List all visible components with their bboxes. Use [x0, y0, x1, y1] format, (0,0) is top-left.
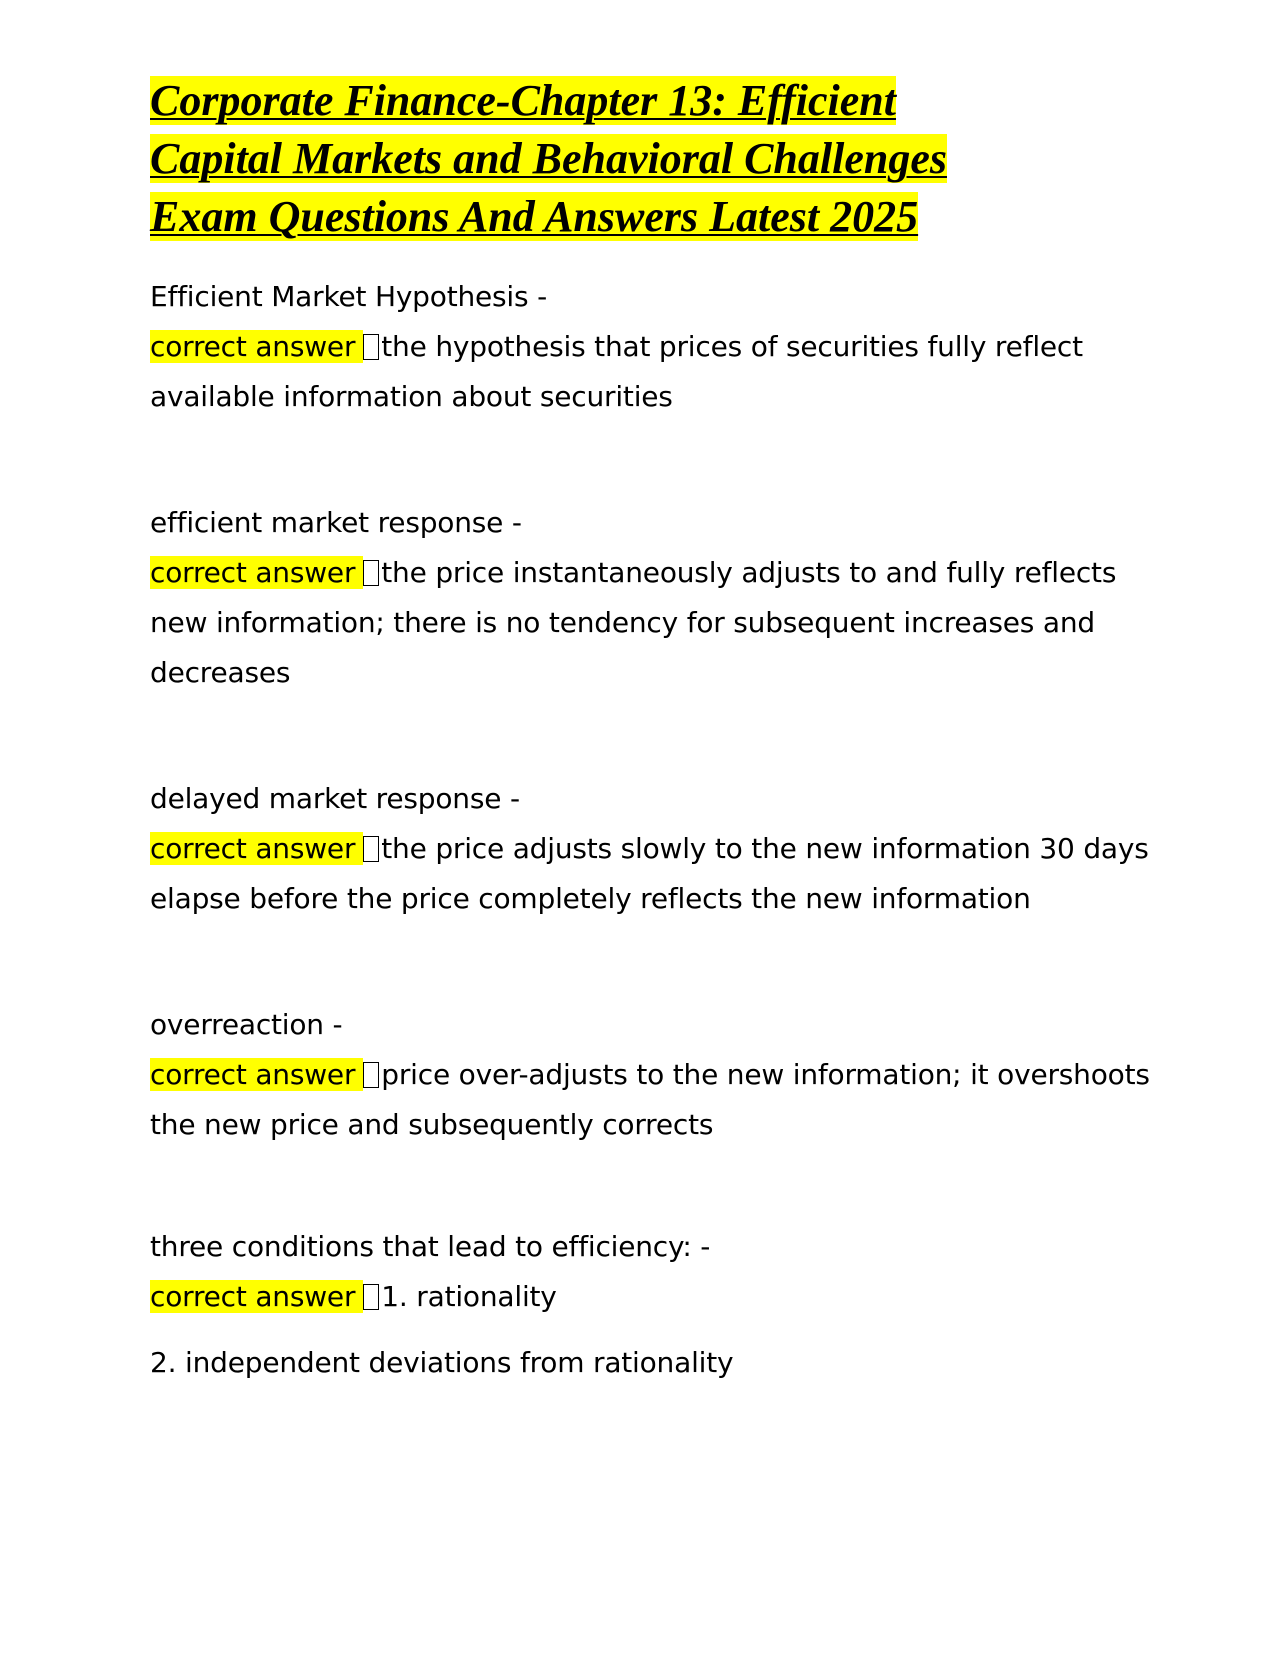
missing-glyph-box-icon [363, 1284, 379, 1310]
qa-list [150, 272, 1150, 1388]
qa-answer-text: the price adjusts slowly to the new information 30 days elapse before the price completely reflects the new information [150, 832, 1149, 915]
missing-glyph-box-icon [363, 1062, 379, 1088]
qa-answer [150, 1050, 1150, 1150]
qa-term: efficient market response - [150, 506, 522, 539]
qa-answer-continuation: 2. independent deviations from rationality [150, 1346, 734, 1379]
qa-answer-text: price over-adjusts to the new information; it overshoots the new price and subsequently corrects [150, 1058, 1150, 1141]
qa-term: overreaction - [150, 1008, 343, 1041]
correct-answer-label: correct answer [150, 556, 363, 589]
title-line-3: Exam Questions And Answers Latest 2025 [150, 192, 919, 241]
document-title [150, 72, 1150, 246]
qa-answer-text: the hypothesis that prices of securities fully reflect available information about securities [150, 330, 1083, 413]
qa-item [150, 774, 1150, 924]
qa-item [150, 1000, 1150, 1150]
qa-answer [150, 1272, 1150, 1322]
qa-answer-text: the price instantaneously adjusts to and fully reflects new information; there is no tendency for subsequent increases and decreases [150, 556, 1117, 689]
correct-answer-label: correct answer [150, 1058, 363, 1091]
qa-answer-text: 1. rationality [381, 1280, 557, 1313]
correct-answer-label: correct answer [150, 1280, 363, 1313]
qa-item [150, 498, 1150, 698]
correct-answer-label: correct answer [150, 330, 363, 363]
qa-answer [150, 824, 1150, 924]
missing-glyph-box-icon [363, 560, 379, 586]
missing-glyph-box-icon [363, 836, 379, 862]
qa-item [150, 272, 1150, 422]
qa-answer [150, 548, 1150, 698]
missing-glyph-box-icon [363, 334, 379, 360]
qa-term: three conditions that lead to efficiency: - [150, 1230, 711, 1263]
qa-answer [150, 322, 1150, 422]
qa-term: Efficient Market Hypothesis - [150, 280, 548, 313]
qa-item [150, 1222, 1150, 1388]
qa-term: delayed market response - [150, 782, 520, 815]
title-line-1: Corporate Finance-Chapter 13: Efficient [150, 76, 896, 125]
title-line-2: Capital Markets and Behavioral Challenges [150, 134, 947, 183]
correct-answer-label: correct answer [150, 832, 363, 865]
document-page [150, 72, 1150, 1388]
